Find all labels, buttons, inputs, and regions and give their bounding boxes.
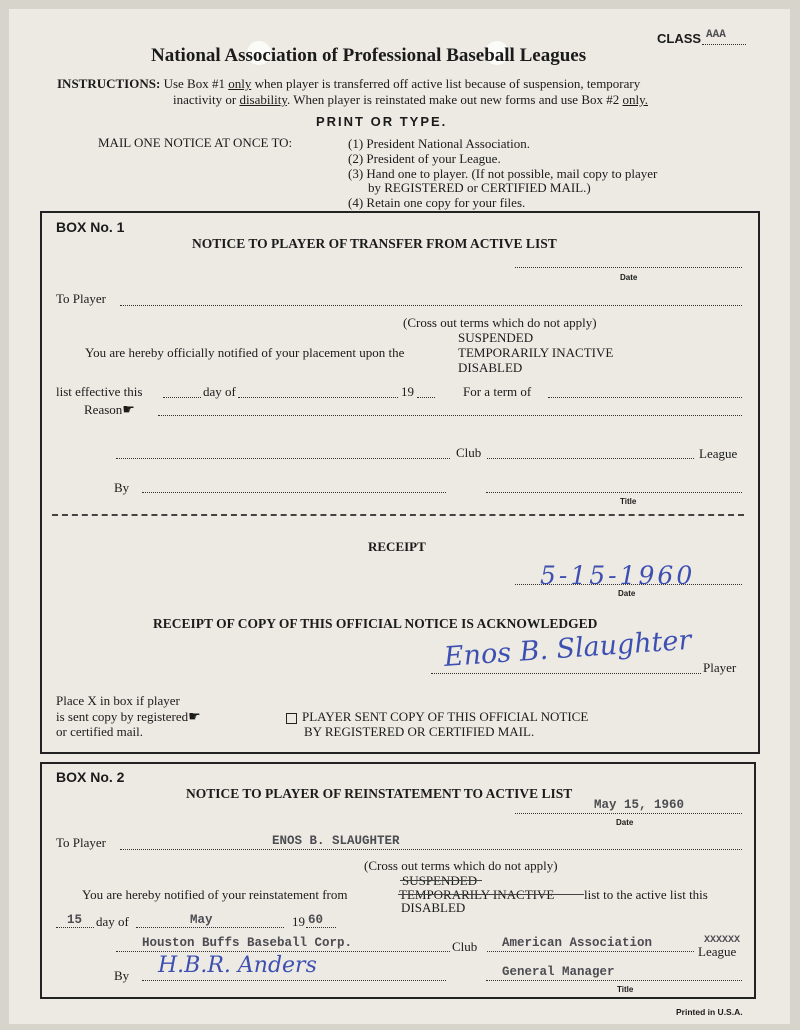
box-1-club-label: Club: [456, 445, 482, 460]
box-2-by-signature: H.B.R. Anders: [158, 953, 317, 978]
box-2-term-temp: TEMPORARILY INACTIVE: [399, 887, 555, 902]
tear-line: [52, 514, 744, 516]
box-2-to-player-label: To Player: [56, 835, 106, 850]
box-2-notified-text: You are hereby notified of your reinstatement from: [82, 887, 348, 902]
box-2-day-field[interactable]: [56, 927, 94, 928]
box-2-date-label: Date: [616, 818, 634, 827]
box-1-term-temp: TEMPORARILY INACTIVE: [458, 345, 614, 360]
class-label: CLASS: [657, 31, 702, 46]
box-2-title-label: Title: [617, 985, 634, 994]
box-1-reason-field[interactable]: [158, 415, 742, 416]
place-x-line-1: Place X in box if player: [56, 693, 180, 708]
receipt-heading: RECEIPT: [368, 539, 426, 554]
mail-item-3: (3) Hand one to player. (If not possible, mail copy to player: [348, 166, 658, 181]
receipt-ack: RECEIPT OF COPY OF THIS OFFICIAL NOTICE IS ACKNOWLEDGED: [153, 616, 598, 631]
box-1-day-of: day of: [203, 384, 236, 399]
form-title: National Association of Professional Baseball Leagues: [151, 45, 587, 66]
box-2-date-value: May 15, 1960: [594, 798, 685, 812]
box-2-year-value: 60: [308, 913, 324, 927]
box-2-league-label: League: [698, 944, 737, 959]
box-2-to-player-field[interactable]: [120, 849, 742, 850]
place-x-line-2: is sent copy by registered☛: [56, 709, 201, 725]
registered-mail-line-2: BY REGISTERED OR CERTIFIED MAIL.: [304, 724, 535, 739]
receipt-date-field[interactable]: [515, 584, 742, 585]
pointing-hand-icon: ☛: [122, 403, 135, 418]
box-1-term-field[interactable]: [548, 397, 742, 398]
box-2-league-strike: XXXXXX: [704, 935, 741, 946]
box-2-league-value: American Association: [502, 936, 653, 950]
box-2-year-field[interactable]: [306, 927, 336, 928]
box-1-year-field[interactable]: [417, 397, 435, 398]
box-2-month-field[interactable]: [136, 927, 284, 928]
instructions-line-2: inactivity or disability. When player is reinstated make out new forms and use Box #2 only.: [173, 92, 649, 107]
box-1-notified-text: You are hereby officially notified of your placement upon the: [85, 345, 405, 360]
box-2-league-field[interactable]: [487, 951, 694, 952]
box-2-by-field[interactable]: [142, 980, 446, 981]
box-1-by-field[interactable]: [142, 492, 446, 493]
box-2-term-suspended: SUSPENDED: [402, 873, 478, 888]
box-1-title-label: Title: [620, 497, 637, 506]
mail-item-1: (1) President National Association.: [348, 136, 530, 151]
box-1-to-player-field[interactable]: [120, 305, 742, 306]
box-1-title-field[interactable]: [486, 492, 742, 493]
receipt-date-label: Date: [618, 589, 636, 598]
box-1-term-suspended: SUSPENDED: [458, 330, 534, 345]
box-2-heading: NOTICE TO PLAYER OF REINSTATEMENT TO ACTIVE LIST: [186, 786, 573, 801]
box-1-label: BOX No. 1: [56, 219, 125, 235]
box-1-heading: NOTICE TO PLAYER OF TRANSFER FROM ACTIVE LIST: [192, 236, 557, 251]
box-2-player-name: ENOS B. SLAUGHTER: [272, 834, 400, 848]
box-1-to-player-label: To Player: [56, 291, 106, 306]
box-2-day-label: day of: [96, 914, 129, 929]
box-1-league-field[interactable]: [487, 458, 694, 459]
box-2-to-active: list to the active list this: [584, 887, 708, 902]
box-1-league-label: League: [699, 446, 738, 461]
box-1-list-effective: list effective this: [56, 384, 143, 399]
printed-in-usa: Printed in U.S.A.: [676, 1007, 743, 1017]
class-value: AAA: [706, 29, 726, 41]
box-2-suspended-strike: [400, 880, 482, 881]
place-x-line-3: or certified mail.: [56, 724, 143, 739]
receipt-date-handwritten: 5-15-1960: [540, 561, 696, 590]
box-2-date-field[interactable]: [515, 813, 742, 814]
box-2-club-field[interactable]: [116, 951, 450, 952]
mail-item-3-cont: by REGISTERED or CERTIFIED MAIL.): [368, 180, 591, 195]
box-2-temp-strike: [398, 894, 584, 895]
player-label: Player: [703, 660, 737, 675]
box-2-by-label: By: [114, 968, 130, 983]
box-2-club-value: Houston Buffs Baseball Corp.: [142, 936, 353, 950]
box-2-title-field[interactable]: [486, 980, 742, 981]
pointing-hand-icon: ☛: [188, 710, 201, 725]
registered-mail-checkbox[interactable]: [286, 713, 297, 724]
box-1-date-field[interactable]: [515, 267, 742, 268]
box-1-cross-out: (Cross out terms which do not apply): [403, 315, 597, 330]
box-1-club-field[interactable]: [116, 458, 450, 459]
box-2-term-disabled: DISABLED: [401, 900, 466, 915]
registered-mail-checkbox-row: PLAYER SENT COPY OF THIS OFFICIAL NOTICE: [286, 709, 588, 725]
player-signature-line[interactable]: [431, 673, 701, 674]
box-1-for-term: For a term of: [463, 384, 532, 399]
box-2-year-prefix: 19: [292, 914, 305, 929]
box-2-title-value: General Manager: [502, 965, 615, 979]
mail-label: MAIL ONE NOTICE AT ONCE TO:: [98, 135, 293, 150]
box-2-month-value: May: [190, 913, 213, 927]
mail-item-2: (2) President of your League.: [348, 151, 501, 166]
box-1-year-prefix: 19: [401, 384, 414, 399]
box-1-reason-label: Reason☛: [84, 402, 135, 418]
box-1-day-field[interactable]: [163, 397, 201, 398]
box-2-label: BOX No. 2: [56, 769, 125, 785]
mail-item-4: (4) Retain one copy for your files.: [348, 195, 526, 210]
box-2-club-label: Club: [452, 939, 478, 954]
box-1-by-label: By: [114, 480, 130, 495]
instructions-line-1: INSTRUCTIONS: Use Box #1 only when player is transferred off active list because of suspension, temporary: [57, 76, 641, 91]
box-2-day-value: 15: [67, 913, 83, 927]
player-signature: Enos B. Slaughter: [442, 624, 693, 673]
box-1-month-field[interactable]: [238, 397, 398, 398]
print-or-type: PRINT OR TYPE.: [316, 114, 448, 129]
box-2-cross-out: (Cross out terms which do not apply): [364, 858, 558, 873]
box-1-term-disabled: DISABLED: [458, 360, 523, 375]
box-1-date-label: Date: [620, 273, 638, 282]
